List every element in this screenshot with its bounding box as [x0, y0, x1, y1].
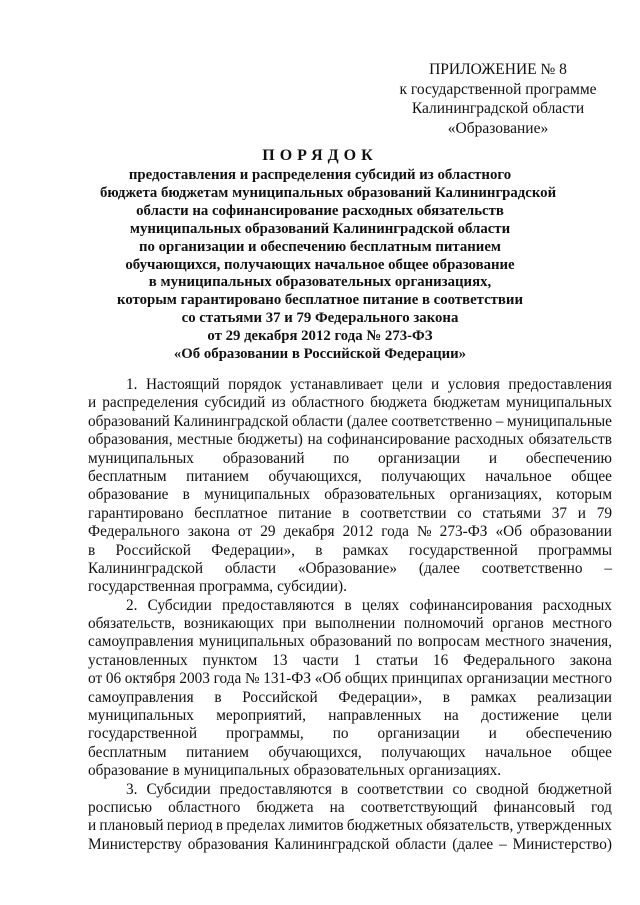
- word: области: [292, 412, 344, 430]
- word: соответствующий: [360, 798, 478, 816]
- word: организации: [377, 725, 460, 743]
- subtitle-line: которым гарантировано бесплатное питание в соответствии: [117, 292, 523, 309]
- word: Российской: [115, 541, 191, 559]
- word: Федерального: [88, 523, 180, 541]
- word: 1: [353, 651, 362, 669]
- word: статьи: [376, 651, 419, 669]
- word: муниципальных: [198, 633, 305, 651]
- body-text-line: [88, 376, 612, 394]
- word: Министерству: [88, 835, 182, 853]
- word: Российской: [242, 688, 318, 706]
- word: субсидий: [204, 394, 266, 412]
- word: –: [604, 559, 612, 577]
- word: и: [431, 376, 440, 393]
- word: самоуправления: [88, 633, 194, 651]
- word: год: [591, 798, 612, 816]
- word: муниципальных: [88, 707, 194, 725]
- document-subtitle: [100, 167, 557, 364]
- body-text-line: [88, 762, 612, 780]
- word: бюджета: [256, 798, 314, 816]
- word: государственной: [88, 725, 198, 743]
- word: направленных: [328, 707, 422, 725]
- body-text-line: [88, 799, 612, 817]
- word: статьями: [482, 504, 542, 522]
- word: «Об: [495, 523, 522, 541]
- word: цели: [391, 376, 423, 393]
- word: субсидии).: [277, 578, 347, 596]
- body-text-line: [88, 670, 612, 688]
- body-text-line: [88, 652, 612, 670]
- word: –: [495, 412, 504, 430]
- word: обучающихся,: [268, 743, 362, 761]
- word: «Образование»: [297, 559, 398, 577]
- word: 2.: [126, 596, 138, 614]
- word: со: [457, 504, 472, 522]
- word: рамках: [470, 688, 517, 706]
- body-text-line: [88, 578, 612, 596]
- body-text-line: [88, 597, 612, 615]
- subtitle-line: бюджета бюджетам муниципальных образований Калининградской: [100, 184, 557, 201]
- body-text-line: [88, 394, 612, 412]
- word: общих: [344, 670, 388, 688]
- word: в: [442, 688, 451, 706]
- word: на: [443, 707, 459, 725]
- word: расходных: [542, 596, 612, 614]
- word: образований: [309, 633, 392, 651]
- word: получающих: [381, 467, 466, 485]
- word: питание: [278, 504, 332, 522]
- word: пределах: [226, 817, 286, 835]
- body-text-line: [88, 560, 612, 578]
- word: организациях.: [408, 762, 502, 780]
- word: в: [344, 596, 352, 614]
- word: достижение: [481, 707, 559, 725]
- word: образования: [187, 835, 269, 853]
- appendix-program-line: к государственной программе: [399, 80, 597, 98]
- word: образовательных: [324, 486, 436, 504]
- word: 06: [105, 670, 122, 688]
- word: (далее: [418, 559, 460, 577]
- word: местные: [177, 431, 233, 449]
- word: образование: [88, 762, 169, 780]
- body-text-line: [88, 633, 612, 651]
- word: соответственно: [391, 412, 493, 430]
- word: в: [182, 486, 190, 504]
- word: №: [244, 670, 260, 688]
- word: октября: [124, 670, 176, 688]
- subtitle-line: «Об образовании в Российской Федерации»: [173, 346, 467, 363]
- word: бюджетных: [346, 817, 423, 835]
- word: мероприятий,: [216, 707, 306, 725]
- word: государственная: [88, 578, 196, 596]
- word: муниципальных: [204, 486, 310, 504]
- word: распределения: [102, 394, 199, 412]
- word: из: [271, 394, 286, 412]
- word: органов: [492, 615, 544, 633]
- word: Калининградской: [274, 835, 390, 853]
- word: сводной: [475, 780, 529, 798]
- word: возникающих: [183, 615, 274, 633]
- word: реализации: [537, 688, 612, 706]
- word: самоуправления: [88, 688, 194, 706]
- word: и: [577, 504, 586, 522]
- body-text-line: [88, 836, 612, 854]
- word: от: [238, 523, 253, 541]
- word: программа,: [199, 578, 274, 596]
- word: местного: [485, 633, 545, 651]
- word: бесплатным: [88, 467, 167, 485]
- word: финансовый: [493, 798, 575, 816]
- word: утвержденных: [516, 817, 612, 835]
- word: предоставления: [508, 376, 612, 393]
- subtitle-line: обучающихся, получающих начальное общее образование: [125, 256, 515, 273]
- subtitle-line: со статьями 37 и 79 Федерального закона: [181, 310, 459, 327]
- word: областного: [291, 394, 365, 412]
- word: в: [214, 688, 222, 706]
- word: 3.: [126, 780, 138, 798]
- appendix-header: [380, 60, 616, 138]
- word: местного: [552, 615, 612, 633]
- word: бесплатное: [194, 504, 268, 522]
- word: обучающихся,: [268, 467, 362, 485]
- word: общее: [571, 467, 612, 485]
- word: бюджеты): [237, 431, 303, 449]
- word: областного: [168, 798, 241, 816]
- word: «Об: [314, 670, 342, 688]
- word: вопросам: [417, 633, 480, 651]
- word: 29: [260, 523, 276, 541]
- word: –: [499, 835, 507, 853]
- word: бюджета: [370, 394, 428, 412]
- body-text-line: [88, 817, 612, 835]
- word: закона: [187, 523, 230, 541]
- body-text-line: [88, 542, 612, 560]
- word: образование: [88, 486, 169, 504]
- word: и: [488, 725, 497, 743]
- word: целях: [361, 596, 400, 614]
- word: государственной: [408, 541, 518, 559]
- word: плановый: [99, 817, 164, 835]
- word: общее: [571, 743, 612, 761]
- word: период: [166, 817, 213, 835]
- word: полномочий: [403, 615, 484, 633]
- body-text-line: [88, 725, 612, 743]
- word: устанавливает: [290, 376, 384, 393]
- word: Субсидии: [146, 780, 211, 798]
- word: обязательств: [528, 431, 612, 449]
- word: обеспечению: [525, 725, 612, 743]
- word: питанием: [186, 467, 249, 485]
- word: на: [307, 431, 323, 449]
- body-text-line: [88, 689, 612, 707]
- subtitle-line: по организации и обеспечению бесплатным питанием: [139, 238, 501, 255]
- word: закона: [569, 651, 612, 669]
- word: предоставляются: [222, 596, 335, 614]
- word: Субсидии: [147, 596, 212, 614]
- word: муниципальных: [506, 394, 612, 412]
- word: муниципальные: [506, 412, 612, 430]
- word: (далее: [452, 835, 494, 853]
- word: в: [215, 817, 224, 835]
- word: получающих: [381, 743, 466, 761]
- word: области: [395, 835, 447, 853]
- body-text-line: [88, 431, 612, 449]
- word: 131-ФЗ: [263, 670, 312, 688]
- subtitle-line: от 29 декабря 2012 года № 273-ФЗ: [207, 328, 433, 345]
- word: в: [172, 762, 180, 780]
- word: 37: [551, 504, 568, 522]
- appendix-program-name: «Образование»: [447, 119, 549, 137]
- word: организации: [466, 670, 549, 688]
- word: Настоящий: [145, 376, 220, 393]
- word: условия: [447, 376, 500, 393]
- word: принципах: [391, 670, 463, 688]
- appendix-number: ПРИЛОЖЕНИЕ № 8: [429, 61, 567, 78]
- body-text-line: [88, 413, 612, 431]
- word: в: [88, 541, 96, 559]
- word: образовательных: [293, 762, 405, 780]
- word: 273-ФЗ: [439, 523, 488, 541]
- word: росписью: [88, 798, 153, 816]
- body-text-line: [88, 523, 612, 541]
- word: бюджетам: [433, 394, 500, 412]
- word: начальное: [485, 467, 552, 485]
- word: в: [315, 541, 323, 559]
- subtitle-line: области на софинансирование расходных обязательств: [136, 202, 504, 219]
- word: цели: [581, 707, 612, 725]
- appendix-region-line: Калининградской области: [411, 100, 585, 117]
- body-text-line: [88, 486, 612, 504]
- word: Министерство): [512, 835, 612, 853]
- word: декабря: [283, 523, 335, 541]
- body-text-line: [88, 505, 612, 523]
- body-text-line: [88, 468, 612, 486]
- word: 16: [432, 651, 449, 669]
- word: программы,: [226, 725, 304, 743]
- word: Калининградской: [88, 559, 204, 577]
- word: части: [302, 651, 339, 669]
- subtitle-line: муниципальных образований Калининградской области: [129, 220, 511, 237]
- body-text-line: [88, 707, 612, 725]
- word: гарантировано: [88, 504, 184, 522]
- word: пунктом: [202, 651, 258, 669]
- word: обязательств,: [426, 817, 514, 835]
- word: по: [332, 725, 349, 743]
- word: №: [417, 523, 432, 541]
- word: расходных: [454, 431, 524, 449]
- word: муниципальных: [88, 449, 194, 467]
- word: Федерации»,: [338, 688, 423, 706]
- subtitle-line: предоставления и распределения субсидий из областного: [128, 167, 512, 183]
- word: в: [340, 780, 349, 798]
- word: образования,: [88, 431, 173, 449]
- word: софинансирование: [327, 431, 451, 449]
- word: софинансирования: [409, 596, 533, 614]
- word: соответствии: [357, 780, 444, 798]
- word: года: [213, 670, 242, 688]
- word: 13: [272, 651, 288, 669]
- word: муниципальных: [183, 762, 290, 780]
- word: и: [88, 817, 97, 835]
- word: при: [282, 615, 307, 633]
- word: области: [224, 559, 277, 577]
- word: 2012: [342, 523, 374, 541]
- word: по: [396, 633, 413, 651]
- body-text-line: [88, 450, 612, 468]
- word: соответственно: [481, 559, 583, 577]
- word: и: [488, 449, 498, 467]
- document-body: [88, 376, 612, 854]
- word: образований: [88, 412, 170, 430]
- word: в: [342, 504, 350, 522]
- body-text-line: [88, 744, 612, 762]
- word: и: [88, 394, 97, 412]
- word: значения,: [549, 633, 612, 651]
- word: предоставляются: [219, 780, 332, 798]
- word: обязательств,: [88, 615, 176, 633]
- word: от: [88, 670, 103, 688]
- word: порядок: [228, 376, 282, 393]
- word: Калининградской: [173, 412, 289, 430]
- word: питанием: [186, 743, 249, 761]
- body-text-line: [88, 781, 612, 799]
- word: года: [381, 523, 409, 541]
- word: выполнении: [315, 615, 396, 633]
- word: установленных: [88, 651, 188, 669]
- word: 1.: [126, 376, 138, 393]
- word: 79: [596, 504, 612, 522]
- word: начальное: [485, 743, 552, 761]
- document-title: ПОРЯДОК: [262, 147, 378, 164]
- word: рамках: [342, 541, 389, 559]
- word: Федерации»,: [211, 541, 295, 559]
- word: со: [452, 780, 467, 798]
- word: на: [329, 798, 345, 816]
- subtitle-line: в муниципальных образовательных организациях,: [148, 274, 492, 291]
- word: (далее: [346, 412, 388, 430]
- word: Федерального: [463, 651, 555, 669]
- word: 2003: [179, 670, 210, 688]
- word: образовании: [530, 523, 612, 541]
- word: обеспечению: [525, 449, 612, 467]
- word: программы: [538, 541, 612, 559]
- word: соответствии: [360, 504, 447, 522]
- word: которым: [556, 486, 612, 504]
- word: образований: [222, 449, 305, 467]
- body-text-line: [88, 615, 612, 633]
- word: бесплатным: [88, 743, 167, 761]
- word: лимитов: [288, 817, 344, 835]
- word: местного: [552, 670, 612, 688]
- word: по: [333, 449, 350, 467]
- word: бюджетной: [537, 780, 612, 798]
- word: организациях,: [449, 486, 542, 504]
- word: организации: [377, 449, 461, 467]
